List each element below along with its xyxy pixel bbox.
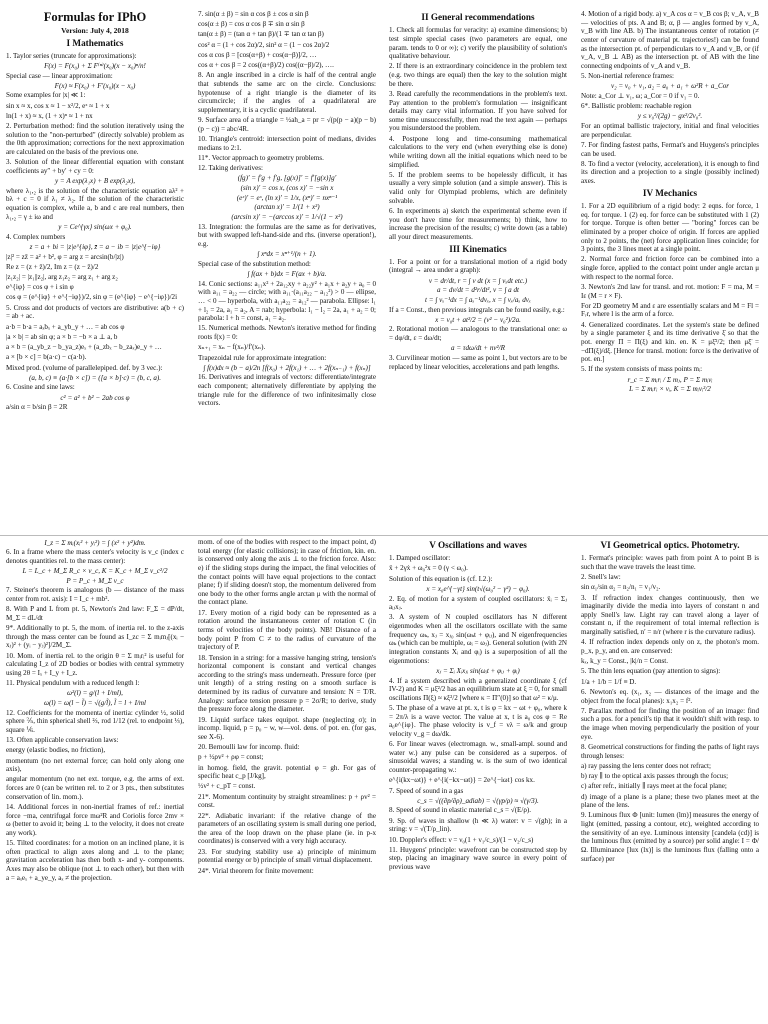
section-body <box>389 26 567 241</box>
text-paragraph: a) ray passing the lens center does not refract; <box>581 761 711 770</box>
text-paragraph: 20. Bernoulli law for incomp. fluid: <box>198 743 300 752</box>
text-paragraph: cos² α = (1 + cos 2α)/2, sin² α = (1 − cos 2α)/2 <box>198 40 330 49</box>
text-paragraph: Solution of this equation is (cf. I.2.): <box>389 574 493 583</box>
formula-line: y = A exp(λ₁x) + B exp(λ₂x), <box>54 177 136 186</box>
text-paragraph: 15. Tilted coordinates: for a motion on an inclined plane, it is often practical to align axes along and ⊥ to the plane; gravitation acceleration has then both x- and y- components. Axes may also be oblique (not ⊥ to each other), but then with a = aₓeₓ + a_ye_y, aₓ ≠ the projection. <box>6 839 184 882</box>
text-paragraph: If a = Const., then previous integrals can be found easily, e.g.: <box>389 305 565 314</box>
text-paragraph: cos α + cos β = 2 cos((α+β)/2) cos((α−β)/2), …. <box>198 61 334 70</box>
section-body <box>581 202 759 394</box>
text-paragraph: energy (elastic bodies, no friction), <box>6 746 106 755</box>
text-paragraph: 1. For a point or for a translational motion of a rigid body (integral → area under a graph): <box>389 257 567 275</box>
column-1-bottom <box>6 538 184 1022</box>
text-paragraph: 5. The phase of a wave at pt. x, t is φ = kx − ωt + φ₀, where k = 2π/λ is a wave vector. The value at x, t is a₀ cos φ = Re a₀e^{iφ}. The phase velocity is v_f = νλ = ω/k and group velocity v_g = dω/dk. <box>389 704 567 738</box>
section-heading: IV Mechanics <box>642 187 698 198</box>
text-paragraph: 1. Fermat's principle: waves path from point A to point B is such that the wave travels the least time. <box>581 554 759 571</box>
text-paragraph: cos φ = (e^{iφ} + e^{−iφ})/2, sin φ = (e^{iφ} − e^{−iφ})/2i <box>6 293 178 302</box>
column-1-top <box>6 10 184 535</box>
formula-line: (arcsin x)′ = −(arccos x)′ = 1/√(1 − x²) <box>231 212 343 221</box>
text-paragraph: 8. Speed of sound in elastic material c_s = √(E/ρ). <box>389 806 532 815</box>
text-paragraph: Re z = (z + z̄)/2, Im z = (z − z̄)/2 <box>6 262 99 271</box>
formula-line: ω²(l) = g/(l + I/ml), <box>67 689 123 698</box>
text-paragraph: 3. Read carefully the recommendations in the problem's text. Pay attention to the problem's formulation — insignificant details may carry vital information. If you have solved for some time unsuccessfully, then read the text again — perhaps you misunderstood the problem. <box>389 89 567 133</box>
text-paragraph: 1. Damped oscillator: <box>389 554 451 563</box>
text-paragraph: e^{i(kx−ωt)} + e^{i(−kx−ωt)} = 2e^{−iωt} cos kx. <box>389 776 535 785</box>
column-2-top <box>198 10 376 535</box>
formula-line: L = L_c + M_Σ R_c × v_c, K = K_c + M_Σ v_c²/2 <box>22 567 168 576</box>
section-heading: II General recommendations <box>421 12 535 22</box>
section-body <box>6 52 184 412</box>
text-paragraph: 1. Taylor series (truncate for approximations): <box>6 51 137 60</box>
text-paragraph: 14. Conic sections: a₁₁x² + 2a₁₂xy + a₂₂y² + a₁x + a₂y + a₀ = 0 with a₁₁ = a₂₂ — circle; with a₁₁·(a₁₁a₂₂ − a₁₂²) > 0 — ellipse, … < 0 — hyperbola, with a₁₁a₂₂ = a₁₂² — parabola. Ellipse: l₁ + l₂ = 2a, a₁ = a₂, A = πab; hyperbola: l₁ − l₂ = 2a, a₁ + a₂ = 0; parabola: l + h = const, a₁ = a₂. <box>198 279 376 323</box>
text-paragraph: 17. Every motion of a rigid body can be represented as a rotation around the instantaneous center of rotation C (in terms of velocities of the body points). NB! Distance of a body point P from C ≠ to the radius of curvature of the trajectory of P. <box>198 608 376 652</box>
text-paragraph: sin x ≈ x, cos x ≈ 1 − x²/2, eˣ ≈ 1 + x <box>6 101 110 110</box>
text-paragraph: mom. of one of the bodies with respect to the impact point, d) total energy (for elastic collisions); in case of friction, kin. en. is conserved only along the axis ⊥ to the friction force. Also: e) if the sliding stops during the impact, the final velocities of the contact points will have equal projections to the contact plane; f) if sliding doesn't stop, the momentum delivered from one body to the other forms angle arctan μ with the normal of the contact plane. <box>198 538 376 607</box>
text-paragraph: b) ray ∥ to the optical axis passes through the focus; <box>581 772 729 781</box>
text-paragraph: 8. With P and L from pt. 5, Newton's 2nd law: F_Σ = dP/dt, M_Σ = dL/dt <box>6 605 184 622</box>
text-paragraph: sin α₁/sin α₂ = n₂/n₁ = v₁/v₂. <box>581 583 661 592</box>
text-paragraph: cos(α ± β) = cos α cos β ∓ sin α sin β <box>198 20 305 29</box>
formula-line: ∫ f(x)dx ≈ (b − a)/2n [f(x₀) + 2f(x₁) + … + 2f(xₙ₋₁) + f(xₙ)] <box>203 363 371 372</box>
text-paragraph: 7. Speed of sound in a gas <box>389 786 464 795</box>
text-paragraph: 13. Integration: the formulas are the same as for derivatives, but with swapped left-hand-side and rhs. (inverse operation!), e.g. <box>198 222 376 248</box>
text-paragraph: 4. Generalized coordinates. Let the system's state be defined by a single parameter ξ and its time derivative ξ̇ so that the pot. energy Π = Π(ξ) and kin. en. K = μξ̇²/2; then μξ̈ = −dΠ(ξ)/dξ. [Hence for transl. motion: force is the derivative of pot. en.] <box>581 320 759 364</box>
text-paragraph: 6. Cosine and sine laws: <box>6 383 75 392</box>
formula-line: z = a + bi = |z|e^{iφ}, z̄ = a − ib = |z|e^{−iφ} <box>29 242 161 251</box>
text-paragraph: 7. Steiner's theorem is analogous (b — distance of the mass center from rot. axis): I = I_c + mb². <box>6 586 184 603</box>
text-paragraph: 4. Complex numbers <box>6 232 66 241</box>
formula-line: a = τdω/dt + nv²/R <box>451 344 505 353</box>
text-paragraph: 10. Triangle's centroid: intersection point of medians, divides medians to 2:1. <box>198 135 376 152</box>
section-body <box>581 554 759 863</box>
text-paragraph: 9. Surface area of a triangle = ½ah_a = pr = √(p(p − a)(p − b)(p − c)) = abc/4R. <box>198 116 376 133</box>
text-paragraph: Mixed prod. (volume of parallelepiped. def. by 3 vec.): <box>6 363 163 372</box>
column-2-bottom <box>198 538 376 1022</box>
column-3-top <box>389 10 567 535</box>
text-paragraph: ln(1 + x) ≈ x, (1 + x)ⁿ ≈ 1 + nx <box>6 111 93 120</box>
text-paragraph: angular momentum (no net ext. torque, e.g. the arms of ext. forces are 0 (can be written rel. to 2 or 3 pts., then substitutes conservation of lin. mom.). <box>6 775 184 801</box>
text-paragraph: 3. Curvilinear motion — same as point 1, but vectors are to be replaced by linear velocities, accelerations and path lengths. <box>389 353 567 371</box>
text-paragraph: 2. Perturbation method: find the solution iteratively using the solution to the "non-perturbed" (directly solvable) problem as the 0th approximation; corrections for the next approximation are calculated on the basis of the previous one. <box>6 122 184 157</box>
page-divider <box>0 535 768 536</box>
text-paragraph: 16. Derivatives and integrals of vectors: differentiate/integrate each component; alternatively differentiate by applying the triangle rule for the difference of two infinitesimally close vectors. <box>198 373 376 408</box>
text-paragraph: e^{iφ} = cos φ + i sin φ <box>6 283 74 292</box>
text-paragraph: cos α cos β = [cos(α+β) + cos(α−β)]/2, … <box>198 50 317 59</box>
formula-line: c² = a² + b² − 2ab cos φ <box>60 393 130 402</box>
text-paragraph: 12. Coefficients for the momenta of inertia: cylinder ½, solid sphere ⅖, thin spherical shell ⅔, rod 1/12 (rel. to endpoint ⅓), square ⅙. <box>6 708 184 734</box>
formula-line: xⱼ = Σᵢ Xᵢxⱼᵢ sin(ωᵢt + φᵢⱼ + φᵢ) <box>436 666 520 675</box>
text-paragraph: 9. Luminous flux Φ [unit: lumen (lm)] measures the energy of light (emitted, passing a contour, etc), weighted according to the sensitivity of an eye. Luminous intensity [candela (cd)] is the luminous flux (emitted by a source) per solid angle: I = Φ/Ω. Illuminance [lux (lx)] is the luminous flux (falling onto a surface) per <box>581 811 759 863</box>
text-paragraph: 9. Sp. of waves in shallow (h ≪ λ) water: v = √(gh); in a string: v = √(T/ρ_lin). <box>389 816 567 834</box>
text-paragraph: 6. In a frame where the mass center's velocity is v_c (index c denotes quantities rel. to the mass center): <box>6 548 184 565</box>
document-title: Formulas for IPhO <box>43 10 147 24</box>
text-paragraph: momentum (no net external force; can hold only along one axis), <box>6 756 184 774</box>
text-paragraph: 24*. Virial theorem for finite movement: <box>198 866 314 875</box>
text-paragraph: tan(α ± β) = (tan α + tan β)/(1 ∓ tan α tan β) <box>198 30 324 39</box>
text-paragraph: 7. sin(α ± β) = sin α cos β ± cos α sin β <box>198 10 309 18</box>
formula-line: F(x) ≈ F(x₀) + F′(x₀)(x − x₀) <box>54 81 136 90</box>
document-version: Version: July 4, 2018 <box>61 26 129 36</box>
formula-line: y ≤ v₀²/(2g) − gx²/2v₀². <box>637 112 703 121</box>
text-paragraph: |a × b| = ab sin φ; a × b = −b × a ⊥ a, b <box>6 332 118 341</box>
text-paragraph: Special case — linear approximation: <box>6 71 113 80</box>
text-paragraph: 2. If there is an extraordinary coincidence in the problem text (e.g. two things are equal) then the key to the solution might be there. <box>389 62 567 88</box>
text-paragraph: 2. Normal force and friction force can be combined into a single force, applied to the contact point under angle arctan μ with respect to the normal force. <box>581 255 759 281</box>
formula-line: v₂ = v₀ + v₁, a₂ = a₀ + a₁ + ω²R + a_Cor <box>610 82 730 91</box>
text-paragraph: 1. Check all formulas for veracity: a) examine dimensions; b) test simple special cases (two parameters are equal, one param. tends to 0 or ∞); c) verify the plausibility of solution's qualitative behaviour. <box>389 26 567 61</box>
text-paragraph: where λ₁,₂ is the solution of the characteristic equation aλ² + bλ + c = 0 if λ₁ ≠ λ₂. If the solution of the characteristic equation is complex, while a, b and c are real numbers, then λ₁,₂ = γ ± iω and <box>6 186 184 221</box>
column-4-bottom <box>581 538 759 1022</box>
text-paragraph: 2. Snell's law: <box>581 573 621 582</box>
text-paragraph: 6*. Ballistic problem: reachable region <box>581 102 692 111</box>
formula-line: P = P_c + M_Σ v_c <box>66 576 124 585</box>
formula-line: x = x₀e^{−γt} sin(t√(ω₀² − γ²) − φ₀). <box>426 584 530 593</box>
text-paragraph: 10. Mom. of inertia rel. to the origin θ = Σ mᵢrᵢ² is useful for calculating I_z of 2D bodies or bodies with central symmetry using 2θ = Iₓ + I_y + I_z. <box>6 651 184 677</box>
section-body <box>581 10 759 186</box>
text-paragraph: 5. If the system consists of mass points mᵢ: <box>581 365 703 374</box>
text-paragraph: 10. Doppler's effect: ν = ν₀(1 + v₁/c_s)/(1 − v₂/c_s) <box>389 835 534 844</box>
text-paragraph: a × b = (a_yb_z − b_ya_z)eₓ + (a_zbₓ − b_zaₓ)e_y + … <box>6 343 162 352</box>
formula-line: c_s = √((∂p/∂ρ)_adiab) = √(γp/ρ) ≈ √(γ/3). <box>417 796 539 805</box>
formula-line: (sin x)′ = cos x, (cos x)′ = −sin x <box>240 184 334 193</box>
text-paragraph: 2. Eq. of motion for a system of coupled oscillators: ẍᵢ = Σⱼ aᵢⱼxⱼ. <box>389 594 567 612</box>
formula-line: (fg)′ = f′g + f′g, [g(x)]′ = f′[g(x)]g′ <box>237 174 337 183</box>
formula-line: ω(l) = ω(l − l̃) = √(g/l̃), l̃ = l + I/ml <box>43 698 147 707</box>
text-paragraph: 1/a + 1/b = 1/f ≡ D. <box>581 677 637 686</box>
formula-line: L = Σ mᵢrᵢ × vᵢ, K = Σ mᵢvᵢ²/2 <box>629 385 711 394</box>
text-paragraph: 11. Huygens' principle: wavefront can be constructed step by step, placing an imaginary wave source in every point of previous wave <box>389 845 567 872</box>
formula-line: a = dv/dt = d²r/dt², v = ∫ a dt <box>436 286 520 295</box>
text-paragraph: Note: a_Cor ⊥ v₁, ω; a_Cor = 0 if v₁ = 0. <box>581 91 700 100</box>
text-paragraph: 5. Non-inertial reference frames: <box>581 72 674 81</box>
text-paragraph: 22*. Adiabatic invariant: if the relative change of the parameters of an oscillating system is small during one period, the area of the loop drawn on the phase plane (ie. in p-x coordinates) is conserved with a very high accuracy. <box>198 811 376 846</box>
formula-line: t = ∫ vₓ⁻¹dx = ∫ aₓ⁻¹dvₓ, x = ∫ vₓ/aₓ dvₓ <box>425 295 531 304</box>
text-paragraph: 9*. Additionally to pt. 5, the mom. of inertia rel. to the z-axis through the mass center can be found as I_zc = Σ mᵢmⱼ[(xᵢ − xⱼ)² + (yᵢ − yⱼ)²]/2M_Σ. <box>6 624 184 650</box>
text-paragraph: 8. An angle inscribed in a circle is half of the central angle that subtends the same arc on the circle. Conclusions: hypotenuse of a right triangle is the diameter of its circumcircle; if the angles of a quadrilateral are supplementary, it is a cyclic quadrilateral. <box>198 71 376 114</box>
section-heading: V Oscillations and waves <box>429 540 527 550</box>
text-paragraph: For an optimal ballistic trajectory, initial and final velocities are perpendicular. <box>581 122 759 139</box>
text-paragraph: kₓ, k_y = Const., |k|/n = Const. <box>581 657 668 666</box>
text-paragraph: a·b = b·a = aₓbₓ + a_yb_y + … = ab cos φ <box>6 322 125 331</box>
text-paragraph: a × [b × c] = b(a·c) − c(a·b). <box>6 353 87 362</box>
formula-line: y = Ce^{γx} sin(ωx + φ₀). <box>58 223 132 231</box>
column-3-bottom <box>389 538 567 1022</box>
text-paragraph: Trapezoidal rule for approximate integration: <box>198 353 327 362</box>
text-paragraph: p + ½ρv² + ρφ = const; <box>198 753 264 762</box>
text-paragraph: 11. Physical pendulum with a reduced length l: <box>6 679 140 688</box>
section-body <box>198 538 376 875</box>
text-paragraph: 21*. Momentum continuity by straight streamlines: p + ρv² = const. <box>198 792 376 810</box>
text-paragraph: 7. For finding fastest paths, Fermat's and Huygens's principles can be used. <box>581 140 759 158</box>
formula-line: I_z = Σ mᵢ(xᵢ² + yᵢ²) = ∫ (x² + y²)dm. <box>44 538 146 547</box>
section-body <box>198 10 376 408</box>
text-paragraph: 6. For linear waves (electromagn. w., small-ampl. sound and water w.) any pulse can be considered as a superpos. of sinusoidal waves; a standing w. is the sum of two identical counter-propagating w.: <box>389 740 567 775</box>
section-body <box>6 539 184 883</box>
text-paragraph: 3. A system of N coupled oscillators has N different eigenmodes when all the oscillators oscillate with the same frequency ωₖ, xⱼ = xⱼ₀ sin(ωₖt + φᵢⱼ), and N eigenfrequencies ωₖ (which can be multiple, ωᵢ = ωⱼ). General solution (with 2N integration constants Xᵢ and φᵢ) is a superposition of all the eigenmotions: <box>389 613 567 665</box>
text-paragraph: Some examples for |x| ≪ 1: <box>6 91 86 100</box>
text-paragraph: c) after refr., initially ∥ rays meet at the focal plane; <box>581 782 727 791</box>
text-paragraph: 3. If refraction index changes continuously, then we imaginarily divide the media into layers of constant n and apply Snell's law. Light ray can travel along a layer of constant n, if the requirement of total internal reflection is marginally satisfied, n′ = n/r (where r is the curvature radius). <box>581 593 759 637</box>
column-4-top <box>581 10 759 535</box>
formula-line: ∫ f(ax + b)dx = F(ax + b)/a. <box>247 270 327 279</box>
text-paragraph: 18. Tension in a string: for a massive hanging string, tension's horizontal component is constant and vertical changes according to the string's mass underneath. Pressure force (per unit length) of a string resting on a smooth surface is determined by its radius of curvature and tension: N = T/R. Analogy: surface tension pressure p = 2σ/R; to derive, study the pressure force along the diameter. <box>198 653 376 714</box>
text-paragraph: 23. For studying stability use a) principle of minimum potential energy or b) principle of small virtual displacement. <box>198 847 376 865</box>
section-heading: I Mathematics <box>66 37 124 48</box>
text-paragraph: a/sin α = b/sin β = 2R <box>6 403 68 412</box>
formula-line: ∫ xⁿdx = xⁿ⁺¹/(n + 1). <box>257 250 317 259</box>
formula-line: (eˣ)′ = eˣ, (ln x)′ = 1/x, (xⁿ)′ = nxⁿ⁻¹ <box>236 193 338 202</box>
text-paragraph: 19. Liquid surface takes equipot. shape (neglecting σ); in incomp. liquid, p = p₀ − w, w—vol. dens. of pot. en. (for gas, see X-6). <box>198 715 376 741</box>
text-paragraph: 7. Parallax method for finding the position of an image: find such a pos. for a pencil's tip that it wouldn't shift with resp. to the image when moving perpendicularly the position of your eye. <box>581 706 759 741</box>
text-paragraph: ẍ + 2γẋ + ω₀²x = 0 (γ < ω₀). <box>389 564 468 573</box>
text-paragraph: 8. Geometrical constructions for finding the paths of light rays through lenses: <box>581 742 759 760</box>
text-paragraph: 4. Postpone long and time-consuming mathematical calculations to the very end (when everything else is done) while writing down all the initial equations which need to be simplified. <box>389 134 567 169</box>
text-paragraph: 1. For a 2D equilibrium of a rigid body: 2 eqns. for force, 1 eq. for torque. 1 (2) eq. for force can be substituted with 1 (2) for torque. Torque is often better — "boring" forces can be eliminated by a proper choice of origin. If forces are applied only to 2 points, the (net) force application lines coincide; for 3 points, the 3 lines meet at a single point. <box>581 201 759 254</box>
formula-line: v = dr/dt, r = ∫ v dt (x = ∫ vₓdt etc.) <box>428 276 528 285</box>
formula-line: (a, b, c) ≡ (a·[b × c]) = ([a × b]·c) = (b, c, a). <box>28 373 162 382</box>
section-body <box>389 554 567 872</box>
text-paragraph: 5. The thin lens equation (pay attention to signs): <box>581 667 721 676</box>
text-paragraph: |z₁z₂| = |z₁||z₂|, arg z₁z₂ = arg z₁ + arg z₂ <box>6 272 118 281</box>
section-body <box>389 258 567 371</box>
section-heading: III Kinematics <box>449 243 507 254</box>
text-paragraph: 3. Newton's 2nd law for transl. and rot. motion: F = ma, M = Iε (M = r × F). <box>581 282 759 300</box>
text-paragraph: For 2D geometry M and ε are essentially scalars and M = Fl = Fᵣr, where l is the arm of a force. <box>581 301 759 319</box>
text-paragraph: in homog. field, the gravit. potential φ = gh. For gas of specific heat c_p [J/kg], <box>198 763 376 781</box>
text-paragraph: 4. Motion of a rigid body. a) v_A cos α = v_B cos β; v_A, v_B — velocities of pts. A and B; α, β — angles formed by v_A, v_B with line AB. b) The instantaneous center of rotation (≠ center of curvature of material pt. trajectories!) can be found as the intersection pt. of perpendiculars to v_A and v_B, or (if v_A, v_B ⊥ AB) as the intersection pt. of AB with the line connecting endpoints of v_A and v_B. <box>581 10 759 70</box>
text-paragraph: ½v² + c_pT = const. <box>198 782 256 791</box>
text-paragraph: Special case of the substitution method: <box>198 259 311 268</box>
section-heading: VI Geometrical optics. Photometry. <box>600 540 740 550</box>
text-paragraph: 15. Numerical methods. Newton's iterative method for finding roots f(x) = 0: <box>198 324 376 342</box>
text-paragraph: 6. Newton's eq. (x₁, x₂ — distances of the image and the object from the focal planes): x₁x₂ = f². <box>581 687 759 705</box>
text-paragraph: 13. Often applicable conservation laws: <box>6 736 119 745</box>
text-paragraph: 2. Rotational motion — analogous to the translational one: ω = dφ/dt, ε = dω/dt; <box>389 325 567 343</box>
text-paragraph: d) image of a plane is a plane; these two planes meet at the plane of the lens. <box>581 792 759 810</box>
formula-line: F(x) = F(x₀) + Σ F⁽ⁿ⁾(x₀)(x − x₀)ⁿ/n! <box>44 61 146 70</box>
text-paragraph: xₙ₊₁ = xₙ − f(xₙ)/f′(xₙ). <box>198 343 266 352</box>
text-paragraph: 5. Cross and dot products of vectors are distributive: a(b + c) = ab + ac. <box>6 303 184 321</box>
text-paragraph: 11*. Vector approach to geometry problems. <box>198 153 324 162</box>
formula-line: x = v₀t + at²/2 = (v² − v₀²)/2a. <box>435 315 521 324</box>
text-paragraph: 8. To find a vector (velocity, acceleration), it is enough to find its direction and a projection to a single (possibly inclined) axes. <box>581 159 759 186</box>
text-paragraph: 14. Additional forces in non-inertial frames of ref.: inertial force −ma, centrifugal force mω²R and Coriolis force 2mv × ω (better to avoid it; being ⊥ to the velocity, it does not create any work). <box>6 802 184 837</box>
text-paragraph: 4. If a system described with a generalized coordinate ξ (cf IV-2) and K = μξ̇²/2 has an equilibrium state at ξ = 0, for small oscillations Π(ξ) ≈ κξ²/2 [where κ = Π″(0)] so that ω² = κ/μ. <box>389 676 567 702</box>
text-paragraph: 4. If refraction index depends only on z, the photon's mom. p_x, p_y, and en. are conserved: <box>581 638 759 655</box>
text-paragraph: 6. In experiments a) sketch the experimental scheme even if you don't have time for measurements; b) think, how to increase the precision of the results; c) write down (as a table) all your direct measurements. <box>389 207 567 241</box>
text-paragraph: |z|² = zz̄ = a² + b², φ = arg z = arcsin(b/|z|) <box>6 252 124 261</box>
text-paragraph: 3. Solution of the linear differential equation with constant coefficients ay″ + by′ + cy = 0: <box>6 158 184 175</box>
formula-line: r_c = Σ mᵢrᵢ / Σ mⱼ, P = Σ mᵢvᵢ <box>627 375 713 384</box>
text-paragraph: 12. Taking derivatives: <box>198 164 263 173</box>
formula-line: (arctan x)′ = 1/(1 + x²) <box>254 203 320 212</box>
text-paragraph: 5. If the problem seems to be hopelessly difficult, it has usually a very simple solution (and a simple answer). This is valid only for Olympiad problems, which are definitely solvable. <box>389 170 567 205</box>
